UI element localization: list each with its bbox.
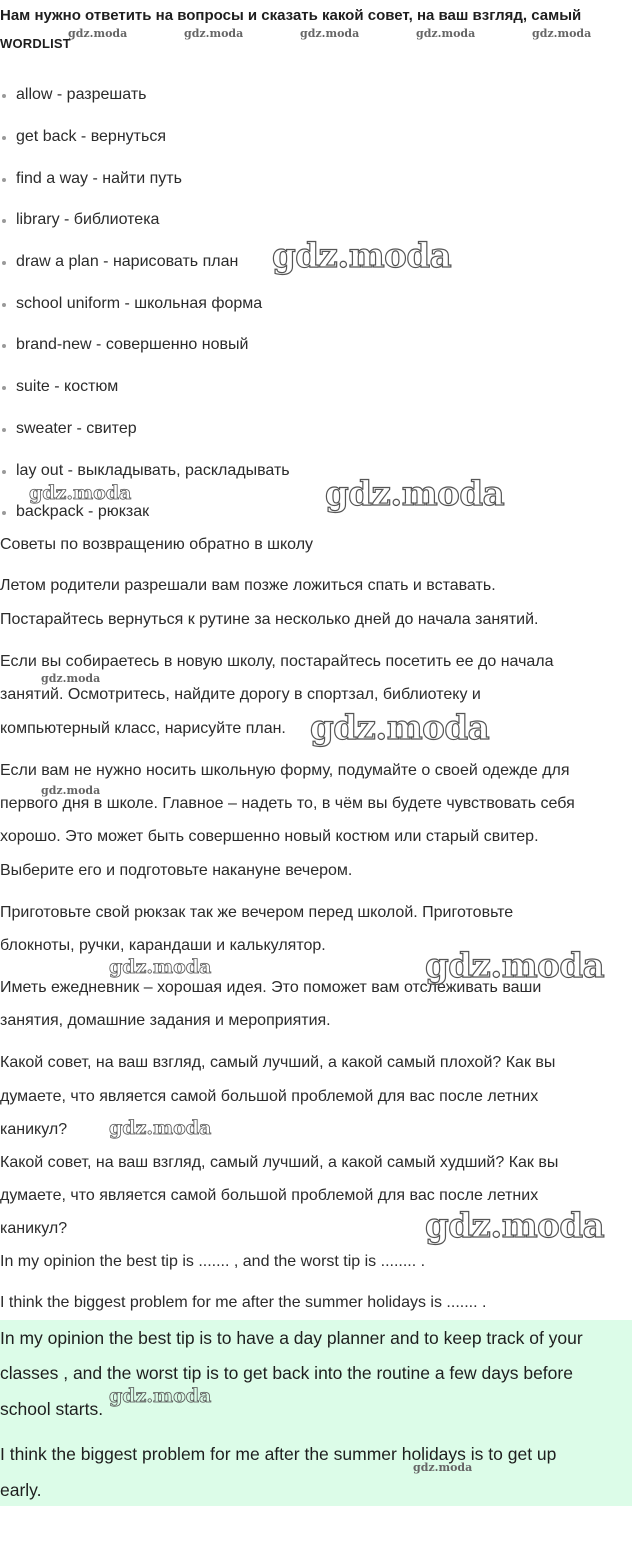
paragraph-line: Если вам не нужно носить школьную форму, подумайте о своей одежде для: [0, 762, 570, 779]
list-item: suite - костюм: [16, 378, 119, 395]
paragraph-line: занятий. Осмотритесь, найдите дорогу в спортзал, библиотеку и: [0, 686, 481, 703]
paragraph-line: Постарайтесь вернуться к рутине за несколько дней до начала занятий.: [0, 611, 539, 628]
list-item: get back - вернуться: [16, 128, 166, 145]
watermark: gdz.moda: [310, 708, 490, 748]
question-line: думаете, что является самой большой проблемой для вас после летних: [0, 1088, 539, 1105]
wordlist-heading: WORDLIST: [0, 36, 71, 51]
watermark: gdz.moda: [109, 1117, 212, 1139]
question-line: Какой совет, на ваш взгляд, самый лучший, а какой самый худший? Как вы: [0, 1154, 559, 1171]
watermark: gdz.moda: [272, 236, 452, 276]
paragraph-line: занятия, домашние задания и мероприятия.: [0, 1012, 331, 1029]
paragraph-line: хорошо. Это может быть совершенно новый костюм или старый свитер.: [0, 828, 539, 845]
paragraph-line: блокноты, ручки, карандаши и калькулятор.: [0, 937, 326, 954]
question-line: Какой совет, на ваш взгляд, самый лучший, а какой самый плохой? Как вы: [0, 1054, 556, 1071]
template-line: In my opinion the best tip is ....... , and the worst tip is ........ .: [0, 1253, 426, 1270]
watermark: gdz.moda: [325, 474, 505, 514]
watermark: gdz.moda: [416, 27, 476, 40]
paragraph-line: Приготовьте свой рюкзак так же вечером перед школой. Приготовьте: [0, 904, 514, 921]
watermark: gdz.moda: [109, 1385, 212, 1407]
page-title: Нам нужно ответить на вопросы и сказать какой совет, на ваш взгляд, самый: [0, 7, 582, 24]
list-item: library - библиотека: [16, 211, 160, 228]
list-item: school uniform - школьная форма: [16, 295, 263, 312]
watermark: gdz.moda: [425, 946, 605, 986]
list-item: lay out - выкладывать, раскладывать: [16, 462, 290, 479]
watermark: gdz.moda: [425, 1206, 605, 1246]
list-item: draw a plan - нарисовать план: [16, 253, 239, 270]
paragraph-line: Иметь ежедневник – хорошая идея. Это поможет вам отслеживать ваши: [0, 979, 542, 996]
answer-line: early.: [0, 1480, 42, 1500]
paragraph-line: Летом родители разрешали вам позже ложиться спать и вставать.: [0, 577, 496, 594]
list-item: brand-new - совершенно новый: [16, 336, 249, 353]
watermark: gdz.moda: [68, 27, 128, 40]
answer-block: [0, 1320, 632, 1506]
question-line: каникул?: [0, 1220, 68, 1237]
answer-line: I think the biggest problem for me after the summer holidays is to get up: [0, 1444, 557, 1464]
answer-line: school starts.: [0, 1399, 104, 1419]
question-line: думаете, что является самой большой проблемой для вас после летних: [0, 1187, 539, 1204]
answer-line: classes , and the worst tip is to get back into the routine a few days before: [0, 1363, 573, 1383]
list-item: backpack - рюкзак: [16, 503, 150, 520]
section-heading: Советы по возвращению обратно в школу: [0, 536, 314, 553]
paragraph-line: первого дня в школе. Главное – надеть то, в чём вы будете чувствовать себя: [0, 795, 575, 812]
watermark: gdz.moda: [41, 672, 101, 685]
watermark: gdz.moda: [184, 27, 244, 40]
paragraph-line: Выберите его и подготовьте накануне вечером.: [0, 862, 353, 879]
paragraph-line: Если вы собираетесь в новую школу, постарайтесь посетить ее до начала: [0, 653, 554, 670]
watermark: gdz.moda: [532, 27, 592, 40]
answer-line: In my opinion the best tip is to have a day planner and to keep track of your: [0, 1328, 583, 1348]
list-item: allow - разрешать: [16, 86, 147, 103]
watermark: gdz.moda: [109, 956, 212, 978]
watermark: gdz.moda: [413, 1461, 473, 1474]
paragraph-line: компьютерный класс, нарисуйте план.: [0, 720, 286, 737]
template-line: I think the biggest problem for me after the summer holidays is ....... .: [0, 1294, 487, 1311]
watermark: gdz.moda: [29, 482, 132, 504]
list-item: find a way - найти путь: [16, 170, 182, 187]
watermark: gdz.moda: [41, 784, 101, 797]
watermark: gdz.moda: [300, 27, 360, 40]
list-item: sweater - свитер: [16, 420, 137, 437]
question-line: каникул?: [0, 1121, 68, 1138]
